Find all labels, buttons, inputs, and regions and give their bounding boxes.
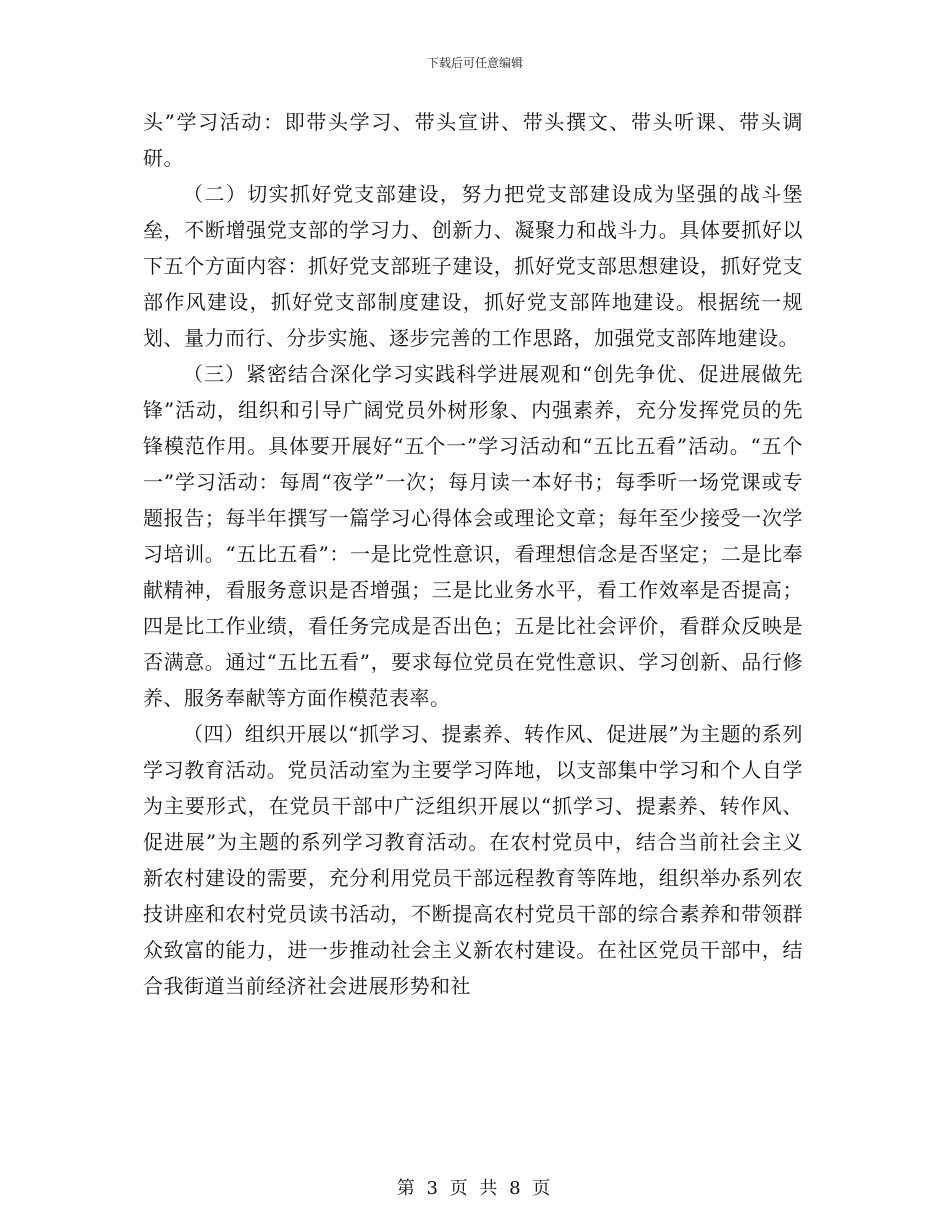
paragraph-section-2: （二）切实抓好党支部建设，努力把党支部建设成为坚强的战斗堡垒，不断增强党支部的学习力、创新力、凝聚力和战斗力。具体要抓好以下五个方面内容：抓好党支部班子建设，抓好党支部思想建设，抓好党支部作风建设，抓好党支部制度建设，抓好党支部阵地建设。根据统一规划、量力而行、分步实施、逐步完善的工作思路，加强党支部阵地建设。 — [143, 182, 803, 350]
paragraph-section-3: （三）紧密结合深化学习实践科学进展观和“创先争优、促进展做先锋”活动，组织和引导广阔党员外树形象、内强素养，充分发挥党员的先锋模范作用。具体要开展好“五个一”学习活动和“五比五看”活动。“五个一”学习活动：每周“夜学”一次；每月读一本好书；每季听一场党课或专题报告；每半年撰写一篇学习心得体会或理论文章；每年至少接受一次学习培训。“五比五看”：一是比党性意识，看理想信念是否坚定；二是比奉献精神，看服务意识是否增强；三是比业务水平，看工作效率是否提高；四是比工作业绩，看任务完成是否出色；五是比社会评价，看群众反映是否满意。通过“五比五看”，要求每位党员在党性意识、学习创新、品行修养、服务奉献等方面作模范表率。 — [143, 362, 803, 710]
page-header: 下载后可任意编辑 — [426, 56, 523, 70]
paragraph-section-4: （四）组织开展以“抓学习、提素养、转作风、促进展”为主题的系列学习教育活动。党员活动室为主要学习阵地，以支部集中学习和个人自学为主要形式，在党员干部中广泛组织开展以“抓学习、提素养、转作风、促进展”为主题的系列学习教育活动。在农村党员中，结合当前社会主义新农村建设的需要，充分利用党员干部远程教育等阵地，组织举办系列农技讲座和农村党员读书活动，不断提高农村党员干部的综合素养和带领群众致富的能力，进一步推动社会主义新农村建设。在社区党员干部中，结合我街道当前经济社会进展形势和社 — [143, 722, 803, 998]
paragraph-continuation: 头”学习活动：即带头学习、带头宣讲、带头撰文、带头听课、带头调研。 — [143, 110, 803, 170]
page-number-footer: 第 3 页 共 8 页 — [396, 1178, 554, 1199]
document-body — [143, 104, 803, 1004]
